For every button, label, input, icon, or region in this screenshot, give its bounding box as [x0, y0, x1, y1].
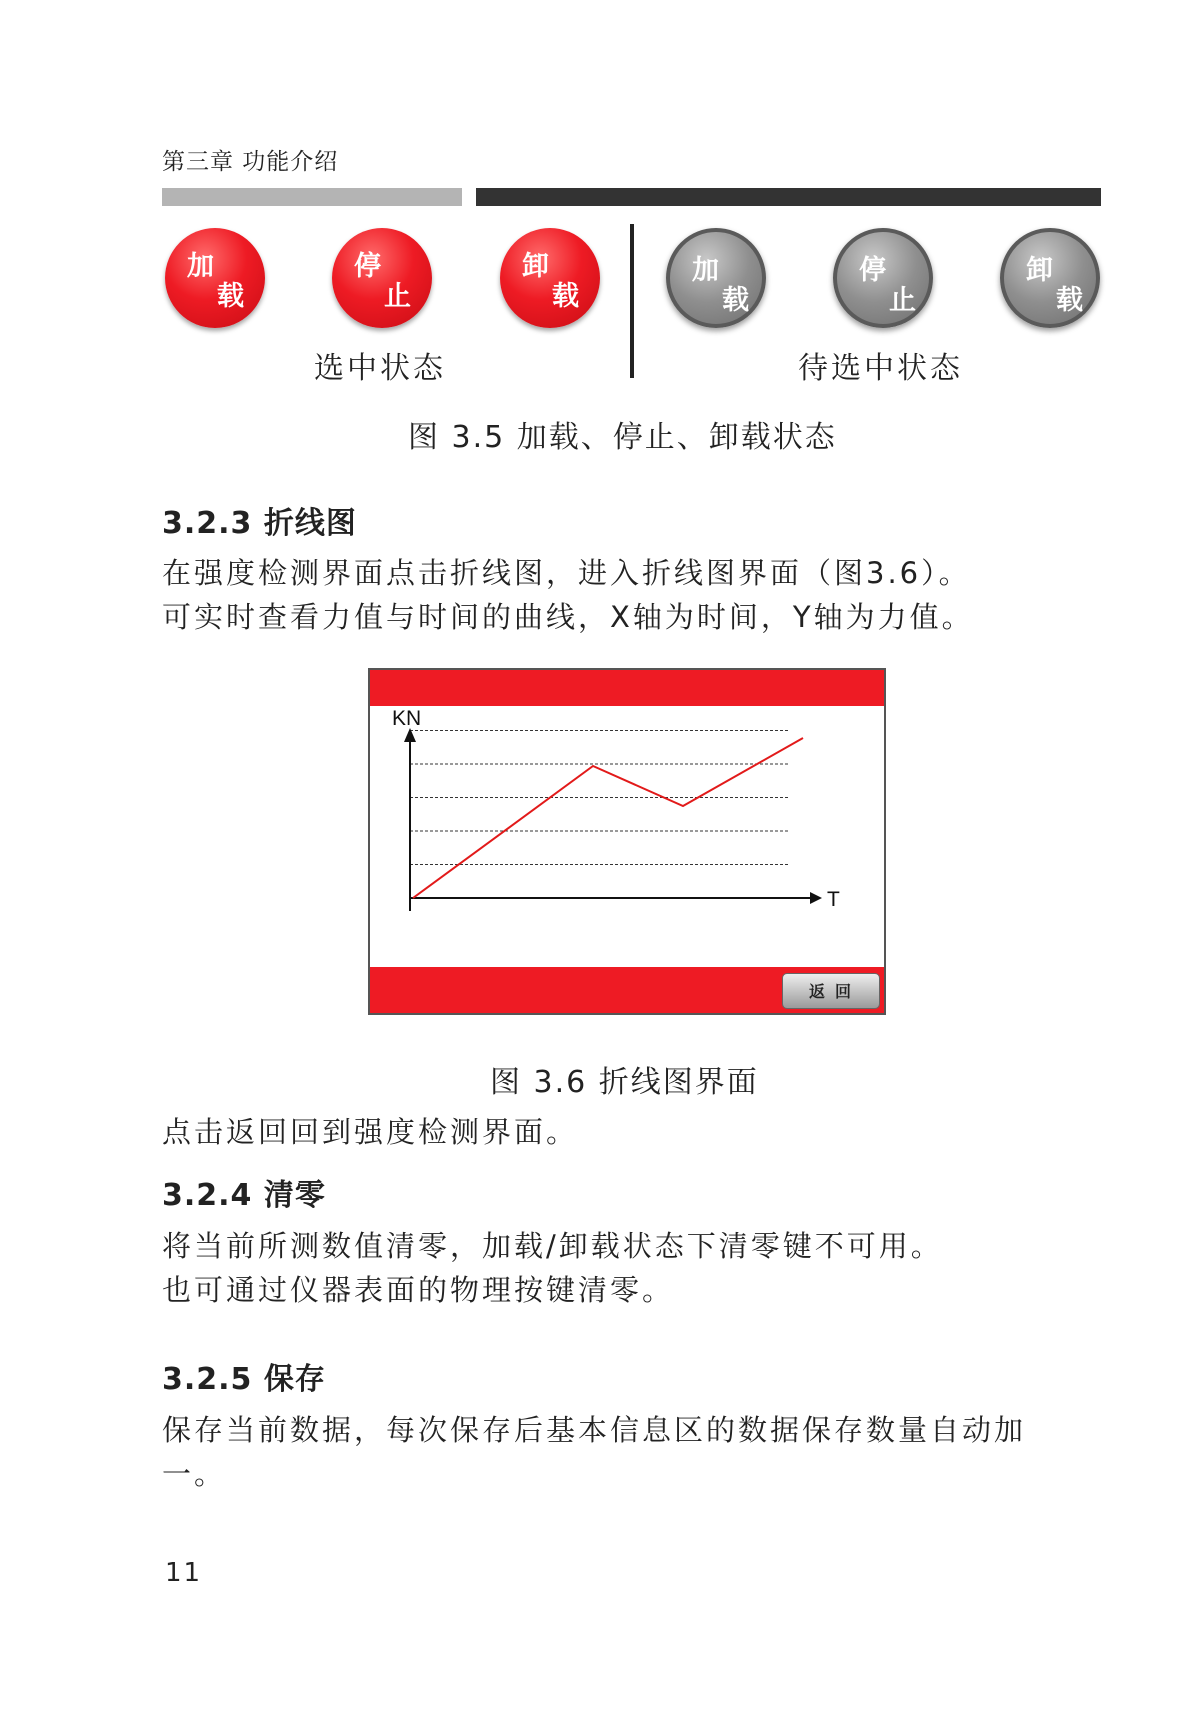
section-3-2-5-line-1: 保存当前数据，每次保存后基本信息区的数据保存数量自动加 — [162, 1413, 1027, 1447]
screen-top-bar — [370, 670, 884, 706]
unload-button-selected — [500, 228, 600, 328]
stop-button-unselected-char1: 停 — [859, 255, 886, 286]
section-3-2-3-line-2: 可实时查看力值与时间的曲线，X轴为时间，Y轴为力值。 — [162, 600, 974, 634]
stop-button-unselected-char2: 止 — [889, 285, 916, 316]
figure-3-6-caption: 图 3.6 折线图界面 — [490, 1065, 759, 1100]
section-3-2-5-heading: 3.2.5 保存 — [162, 1362, 326, 1397]
chapter-title: 第三章 功能介绍 — [162, 149, 339, 175]
y-axis-arrow — [404, 728, 416, 742]
page-number: 11 — [165, 1558, 203, 1588]
stop-button-selected — [332, 228, 432, 328]
section-3-2-4-heading: 3.2.4 清零 — [162, 1178, 326, 1213]
section-3-2-4-line-2: 也可通过仪器表面的物理按键清零。 — [162, 1273, 675, 1307]
back-instruction-text: 点击返回回到强度检测界面。 — [162, 1115, 579, 1149]
load-button-unselected — [666, 228, 766, 328]
back-button[interactable]: 返回 — [782, 973, 880, 1009]
section-3-2-4-line-1: 将当前所测数值清零，加载/卸载状态下清零键不可用。 — [162, 1229, 943, 1263]
unload-button-unselected-char1: 卸 — [1026, 255, 1053, 286]
unload-button-selected-char1: 卸 — [522, 251, 549, 282]
header-bar-dark — [476, 188, 1101, 206]
stop-button-unselected — [833, 228, 933, 328]
section-3-2-3-line-1: 在强度检测界面点击折线图，进入折线图界面（图3.6）。 — [162, 556, 971, 590]
state-divider — [630, 224, 634, 378]
load-button-selected — [165, 228, 265, 328]
screen-bottom-bar — [370, 967, 884, 1013]
figure-3-5-caption: 图 3.5 加载、停止、卸载状态 — [408, 420, 837, 455]
section-3-2-3-heading: 3.2.3 折线图 — [162, 506, 357, 541]
unload-button-unselected — [1000, 228, 1100, 328]
section-3-2-5-line-2: 一。 — [162, 1457, 227, 1491]
y-axis-label: KN — [392, 707, 422, 730]
stop-button-selected-char1: 停 — [354, 251, 381, 282]
x-axis-arrow — [810, 892, 822, 904]
unselected-state-label: 待选中状态 — [798, 351, 963, 386]
load-button-unselected-char2: 载 — [722, 285, 749, 316]
force-series-line — [413, 738, 803, 898]
stop-button-selected-char2: 止 — [384, 281, 411, 312]
line-chart — [370, 706, 884, 969]
unload-button-unselected-char2: 载 — [1056, 285, 1083, 316]
unload-button-selected-char2: 载 — [552, 281, 579, 312]
load-button-unselected-char1: 加 — [692, 255, 719, 286]
load-button-selected-char2: 载 — [217, 281, 244, 312]
load-button-selected-char1: 加 — [187, 251, 214, 282]
selected-state-label: 选中状态 — [314, 351, 446, 386]
header-bar-gray — [162, 188, 462, 206]
x-axis-label: T — [827, 888, 840, 911]
line-chart-screen — [368, 668, 886, 1015]
